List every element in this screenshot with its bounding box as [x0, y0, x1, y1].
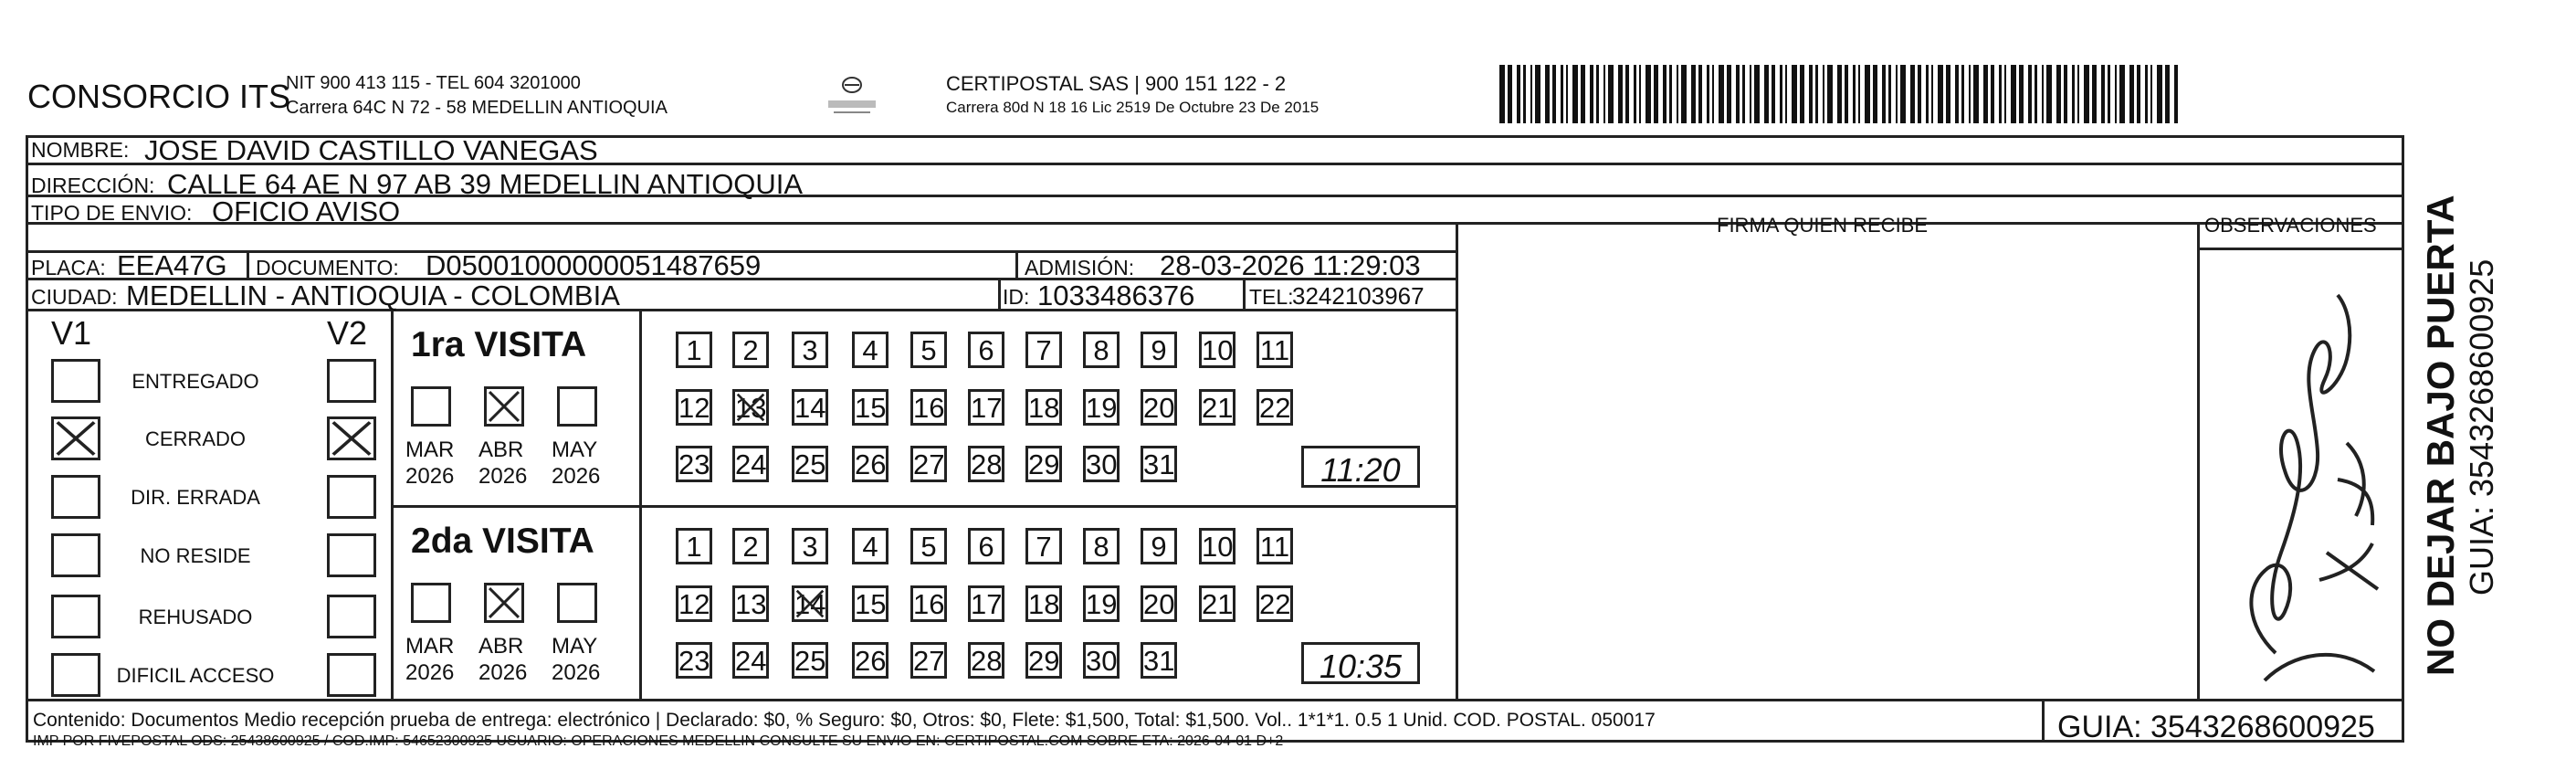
day-number: 28: [971, 645, 1003, 677]
month-checkbox[interactable]: [411, 386, 451, 427]
day-number: 15: [855, 588, 887, 620]
day-box[interactable]: [792, 332, 828, 368]
tipo-envio-label: TIPO DE ENVIO:: [31, 201, 193, 225]
barcode-bar: [2064, 65, 2067, 123]
day-box[interactable]: [910, 528, 947, 564]
day-box[interactable]: [968, 585, 1004, 622]
visit-time-value: 11:20: [1320, 451, 1401, 489]
day-box[interactable]: [1083, 642, 1120, 679]
barcode-bar: [2072, 65, 2075, 123]
day-number: 30: [1086, 645, 1118, 677]
day-box[interactable]: [732, 585, 769, 622]
day-number: 10: [1202, 531, 1234, 563]
ciudad-label: CIUDAD:: [31, 285, 118, 309]
side-warning: NO DEJAR BAJO PUERTA: [2419, 195, 2462, 676]
barcode-bar: [1691, 65, 1696, 123]
day-number: 3: [802, 531, 818, 563]
barcode-bar: [2157, 65, 2162, 123]
barcode-bar: [1530, 65, 1532, 123]
barcode-bar: [1719, 65, 1724, 123]
day-box[interactable]: [792, 389, 828, 426]
barcode-bar: [2046, 65, 2052, 123]
day-box[interactable]: [1025, 389, 1062, 426]
barcode-bar: [1772, 65, 1775, 123]
day-number: 12: [678, 588, 710, 620]
barcode-bar: [1882, 65, 1886, 123]
month-label: MAR: [405, 437, 455, 462]
day-box[interactable]: [1083, 585, 1120, 622]
day-box[interactable]: [852, 642, 888, 679]
day-number: 29: [1028, 448, 1060, 480]
day-number: 8: [1093, 531, 1109, 563]
day-box[interactable]: [676, 642, 712, 679]
barcode-bar: [1750, 65, 1751, 123]
barcode-bar: [2108, 65, 2110, 123]
tel-label: TEL:: [1249, 285, 1294, 309]
year-label: 2026: [405, 660, 455, 685]
day-number: 13: [735, 588, 767, 620]
day-number: 2: [742, 334, 759, 366]
documento-value: D05001000000051487659: [426, 249, 762, 281]
v2-label: V2: [327, 314, 368, 352]
day-number: 29: [1028, 645, 1060, 677]
month-checkbox[interactable]: [557, 583, 597, 623]
company-nit: NIT 900 413 115 - TEL 604 3201000: [286, 73, 581, 93]
day-box[interactable]: [1025, 332, 1062, 368]
day-number: 21: [1202, 588, 1234, 620]
month-checkbox[interactable]: [484, 583, 524, 623]
day-box[interactable]: [852, 332, 888, 368]
day-box[interactable]: [910, 446, 947, 482]
footer-imp: IMP POR FIVEPOSTAL ODS: 25438600925 / COD.IMP: 54652300925 USUARIO: OPERACIONES MEDELLIN CONSULTE SU ENVIO EN: CERTIPOSTAL.COM SOBRE ETA: 2026-04-01 D+2: [33, 733, 1284, 749]
barcode-bar: [1983, 65, 1988, 123]
barcode-bar: [1991, 65, 1994, 123]
day-number: 19: [1086, 588, 1118, 620]
day-box[interactable]: [732, 332, 769, 368]
day-number: 25: [794, 645, 826, 677]
barcode-bar: [1608, 65, 1614, 123]
observaciones-label: OBSERVACIONES: [2204, 214, 2377, 237]
barcode-bar: [1552, 65, 1556, 123]
day-box[interactable]: [1141, 332, 1177, 368]
barcode-bar: [1572, 65, 1578, 123]
id-label: ID:: [1003, 285, 1030, 309]
nombre-label: NOMBRE:: [31, 138, 130, 162]
barcode-bar: [1961, 65, 1964, 123]
day-number: 7: [1036, 334, 1052, 366]
barcode-bar: [1625, 65, 1629, 123]
day-number: 20: [1143, 588, 1175, 620]
signature-scribble: [2210, 251, 2397, 694]
barcode-bar: [1663, 65, 1667, 123]
admision-label: ADMISIÓN:: [1025, 256, 1135, 279]
ciudad-value: MEDELLIN - ANTIOQUIA - COLOMBIA: [126, 279, 620, 311]
day-box[interactable]: [676, 446, 712, 482]
id-value: 1033486376: [1037, 279, 1195, 311]
barcode-bar: [2056, 65, 2061, 123]
day-box[interactable]: [1256, 332, 1293, 368]
barcode-bar: [1508, 65, 1512, 123]
day-box[interactable]: [852, 528, 888, 564]
day-box[interactable]: [852, 389, 888, 426]
visit-time: [1301, 642, 1420, 684]
day-box[interactable]: [1199, 585, 1235, 622]
barcode-bar: [1973, 65, 1979, 123]
day-number: 22: [1259, 588, 1291, 620]
day-number: 13: [735, 392, 767, 424]
day-box[interactable]: [852, 585, 888, 622]
placa-label: PLACA:: [31, 256, 106, 279]
day-number: 5: [920, 531, 937, 563]
barcode-bar: [1918, 65, 1921, 123]
day-number: 10: [1202, 334, 1234, 366]
barcode-bar: [1742, 65, 1745, 123]
day-number: 1: [686, 531, 702, 563]
day-number: 9: [1151, 334, 1167, 366]
day-box[interactable]: [1256, 389, 1293, 426]
barcode-bar: [1873, 65, 1877, 123]
barcode-bar: [2028, 65, 2032, 123]
month-label: ABR: [478, 437, 524, 462]
barcode-bar: [1561, 65, 1563, 123]
barcode-bar: [1946, 65, 1950, 123]
year-label: 2026: [552, 660, 601, 685]
day-box[interactable]: [1025, 642, 1062, 679]
day-box[interactable]: [910, 389, 947, 426]
day-box[interactable]: [1025, 446, 1062, 482]
day-number: 17: [971, 588, 1003, 620]
day-box[interactable]: [1025, 585, 1062, 622]
day-box[interactable]: [792, 585, 828, 622]
day-number: 19: [1086, 392, 1118, 424]
barcode-bar: [2145, 65, 2148, 123]
barcode-bar: [1603, 65, 1605, 123]
day-box[interactable]: [732, 528, 769, 564]
year-label: 2026: [552, 464, 601, 489]
barcode-bar: [2165, 65, 2170, 123]
day-box[interactable]: [1256, 585, 1293, 622]
barcode-bar: [1888, 65, 1891, 123]
barcode-bar: [1681, 65, 1687, 123]
month-label: MAR: [405, 634, 455, 659]
barcode-bar: [1523, 65, 1526, 123]
documento-label: DOCUMENTO:: [256, 256, 399, 279]
day-number: 11: [1259, 531, 1290, 563]
day-box[interactable]: [1083, 332, 1120, 368]
status-option-label: NO RESIDE: [140, 544, 251, 567]
status-option-label: DIR. ERRADA: [131, 486, 260, 509]
barcode-bar: [1780, 65, 1782, 123]
day-box[interactable]: [968, 642, 1004, 679]
barcode-bar: [1910, 65, 1915, 123]
day-number: 14: [794, 588, 826, 620]
status-option-label: CERRADO: [144, 427, 246, 450]
day-number: 12: [678, 392, 710, 424]
barcode-bar: [1792, 65, 1797, 123]
barcode-bar: [2119, 65, 2125, 123]
barcode-bar: [2019, 65, 2024, 123]
barcode-bar: [2035, 65, 2037, 123]
day-number: 22: [1259, 392, 1291, 424]
day-number: 28: [971, 448, 1003, 480]
barcode-bar: [1931, 65, 1933, 123]
barcode-bar: [1823, 65, 1824, 123]
day-number: 30: [1086, 448, 1118, 480]
day-number: 4: [862, 334, 878, 366]
day-box[interactable]: [968, 446, 1004, 482]
barcode-bar: [1999, 65, 2002, 123]
day-number: 21: [1202, 392, 1234, 424]
day-number: 20: [1143, 392, 1175, 424]
day-box[interactable]: [1083, 528, 1120, 564]
day-box[interactable]: [792, 446, 828, 482]
month-checkbox[interactable]: [411, 583, 451, 623]
barcode-bar: [1785, 65, 1787, 123]
barcode-bar: [1938, 65, 1943, 123]
barcode-bar: [1845, 65, 1848, 123]
visit-time-value: 10:35: [1319, 648, 1403, 685]
day-box[interactable]: [910, 585, 947, 622]
barcode-bar: [1596, 65, 1599, 123]
barcode-bar: [1858, 65, 1860, 123]
carrier-address: Carrera 80d N 18 16 Lic 2519 De Octubre 23 De 2015: [946, 99, 1320, 116]
day-number: 9: [1151, 531, 1167, 563]
company-name: CONSORCIO ITS: [27, 78, 291, 115]
day-number: 31: [1143, 645, 1175, 677]
day-number: 23: [678, 645, 710, 677]
day-number: 26: [855, 645, 887, 677]
day-number: 11: [1259, 334, 1290, 366]
visit-time: [1301, 446, 1420, 488]
barcode-bar: [2011, 65, 2016, 123]
barcode-bar: [1581, 65, 1585, 123]
barcode-bar: [1926, 65, 1929, 123]
tipo-envio-value: OFICIO AVISO: [212, 195, 401, 227]
day-number: 17: [971, 392, 1003, 424]
barcode-bar: [1634, 65, 1636, 123]
barcode-bar: [1865, 65, 1870, 123]
barcode-bar: [1590, 65, 1593, 123]
day-box[interactable]: [676, 528, 712, 564]
barcode: [1499, 59, 2180, 125]
day-box[interactable]: [1141, 528, 1177, 564]
day-number: 14: [794, 392, 826, 424]
barcode-bar: [1969, 65, 1971, 123]
day-number: 8: [1093, 334, 1109, 366]
barcode-bar: [2115, 65, 2117, 123]
barcode-bar: [1800, 65, 1804, 123]
barcode-bar: [2174, 65, 2178, 123]
day-box[interactable]: [732, 389, 769, 426]
barcode-bar: [1654, 65, 1658, 123]
month-checkbox[interactable]: [557, 386, 597, 427]
tel-value: 3242103967: [1292, 282, 1425, 310]
day-number: 6: [978, 531, 994, 563]
status-option-label: DIFICIL ACCESO: [116, 664, 275, 687]
day-box[interactable]: [732, 642, 769, 679]
barcode-bar: [1754, 65, 1760, 123]
barcode-bar: [2137, 65, 2140, 123]
barcode-bar: [1535, 65, 1540, 123]
day-box[interactable]: [676, 585, 712, 622]
day-box[interactable]: [1256, 528, 1293, 564]
barcode-bar: [1677, 65, 1678, 123]
barcode-bar: [1827, 65, 1833, 123]
day-number: 24: [735, 448, 767, 480]
day-number: 16: [913, 588, 945, 620]
day-box[interactable]: [1199, 389, 1235, 426]
direccion-value: CALLE 64 AE N 97 AB 39 MEDELLIN ANTIOQUIA: [167, 168, 804, 200]
day-box[interactable]: [676, 389, 712, 426]
day-number: 27: [913, 645, 945, 677]
barcode-bar: [2077, 65, 2079, 123]
placa-value: EEA47G: [117, 249, 227, 281]
barcode-bar: [1639, 65, 1641, 123]
day-box[interactable]: [732, 446, 769, 482]
day-number: 2: [742, 531, 759, 563]
barcode-bar: [1727, 65, 1731, 123]
barcode-bar: [2042, 65, 2044, 123]
barcode-bar: [1645, 65, 1651, 123]
month-label: MAY: [552, 437, 598, 462]
barcode-bar: [1955, 65, 1959, 123]
barcode-bar: [1896, 65, 1898, 123]
day-box[interactable]: [792, 528, 828, 564]
v1-label: V1: [51, 314, 92, 352]
barcode-bar: [1837, 65, 1842, 123]
carrier-name: CERTIPOSTAL SAS | 900 151 122 - 2: [946, 72, 1287, 95]
day-box[interactable]: [1083, 446, 1120, 482]
day-box[interactable]: [968, 389, 1004, 426]
day-box[interactable]: [968, 528, 1004, 564]
year-label: 2026: [478, 660, 528, 685]
day-box[interactable]: [1141, 389, 1177, 426]
year-label: 2026: [405, 464, 455, 489]
day-box[interactable]: [1141, 446, 1177, 482]
day-number: 15: [855, 392, 887, 424]
barcode-bar: [1545, 65, 1550, 123]
day-number: 3: [802, 334, 818, 366]
admision-value: 28-03-2026 11:29:03: [1160, 249, 1421, 281]
visit-title: 2da VISITA: [411, 522, 594, 561]
firma-label: FIRMA QUIEN RECIBE: [1717, 214, 1929, 237]
barcode-bar: [2092, 65, 2097, 123]
barcode-bar: [1712, 65, 1714, 123]
barcode-bar: [2084, 65, 2089, 123]
barcode-bar: [1517, 65, 1520, 123]
day-box[interactable]: [1141, 642, 1177, 679]
nombre-value: JOSE DAVID CASTILLO VANEGAS: [144, 134, 598, 166]
month-label: MAY: [552, 634, 598, 659]
barcode-bar: [1669, 65, 1672, 123]
barcode-bar: [1900, 65, 1906, 123]
day-box[interactable]: [1083, 389, 1120, 426]
day-box[interactable]: [852, 446, 888, 482]
barcode-bar: [1809, 65, 1813, 123]
day-box[interactable]: [1141, 585, 1177, 622]
visit-title: 1ra VISITA: [411, 325, 587, 364]
barcode-bar: [1815, 65, 1818, 123]
day-box[interactable]: [968, 332, 1004, 368]
day-box[interactable]: [676, 332, 712, 368]
year-label: 2026: [478, 464, 528, 489]
day-number: 27: [913, 448, 945, 480]
day-number: 23: [678, 448, 710, 480]
day-box[interactable]: [910, 642, 947, 679]
month-label: ABR: [478, 634, 524, 659]
barcode-bar: [1853, 65, 1856, 123]
day-box[interactable]: [910, 332, 947, 368]
certipostal-logo: [825, 69, 879, 117]
day-number: 24: [735, 645, 767, 677]
footer-contenido: Contenido: Documentos Medio recepción prueba de entrega: electrónico | Declarado: $0, % Seguro: $0, Otros: $0, Flete: $1,500, Total: $1,500. Vol.. 1*1*1. 0.5 1 Unid. COD. POSTAL. 050017: [33, 710, 1656, 731]
day-box[interactable]: [792, 642, 828, 679]
day-number: 7: [1036, 531, 1052, 563]
side-guia: GUIA: 3543268600925: [2463, 258, 2500, 596]
day-number: 16: [913, 392, 945, 424]
barcode-bar: [1618, 65, 1623, 123]
barcode-bar: [2004, 65, 2006, 123]
barcode-bar: [1736, 65, 1740, 123]
day-number: 31: [1143, 448, 1175, 480]
day-number: 4: [862, 531, 878, 563]
barcode-bar: [1764, 65, 1769, 123]
barcode-bar: [2150, 65, 2152, 123]
barcode-bar: [1566, 65, 1568, 123]
status-option-label: ENTREGADO: [131, 370, 259, 393]
day-number: 25: [794, 448, 826, 480]
barcode-bar: [2129, 65, 2134, 123]
barcode-bar: [1707, 65, 1709, 123]
footer-guia: GUIA: 3543268600925: [2057, 710, 2375, 744]
month-checkbox[interactable]: [484, 386, 524, 427]
barcode-bar: [1499, 65, 1505, 123]
day-box[interactable]: [1025, 528, 1062, 564]
company-address: Carrera 64C N 72 - 58 MEDELLIN ANTIOQUIA: [286, 98, 668, 118]
day-number: 6: [978, 334, 994, 366]
day-number: 26: [855, 448, 887, 480]
direccion-label: DIRECCIÓN:: [31, 174, 155, 197]
barcode-bar: [1698, 65, 1702, 123]
status-option-label: REHUSADO: [138, 606, 253, 628]
day-number: 5: [920, 334, 937, 366]
day-number: 18: [1028, 392, 1060, 424]
day-box[interactable]: [1199, 332, 1235, 368]
day-number: 18: [1028, 588, 1060, 620]
day-number: 1: [686, 334, 702, 366]
day-box[interactable]: [1199, 528, 1235, 564]
barcode-bar: [2101, 65, 2105, 123]
